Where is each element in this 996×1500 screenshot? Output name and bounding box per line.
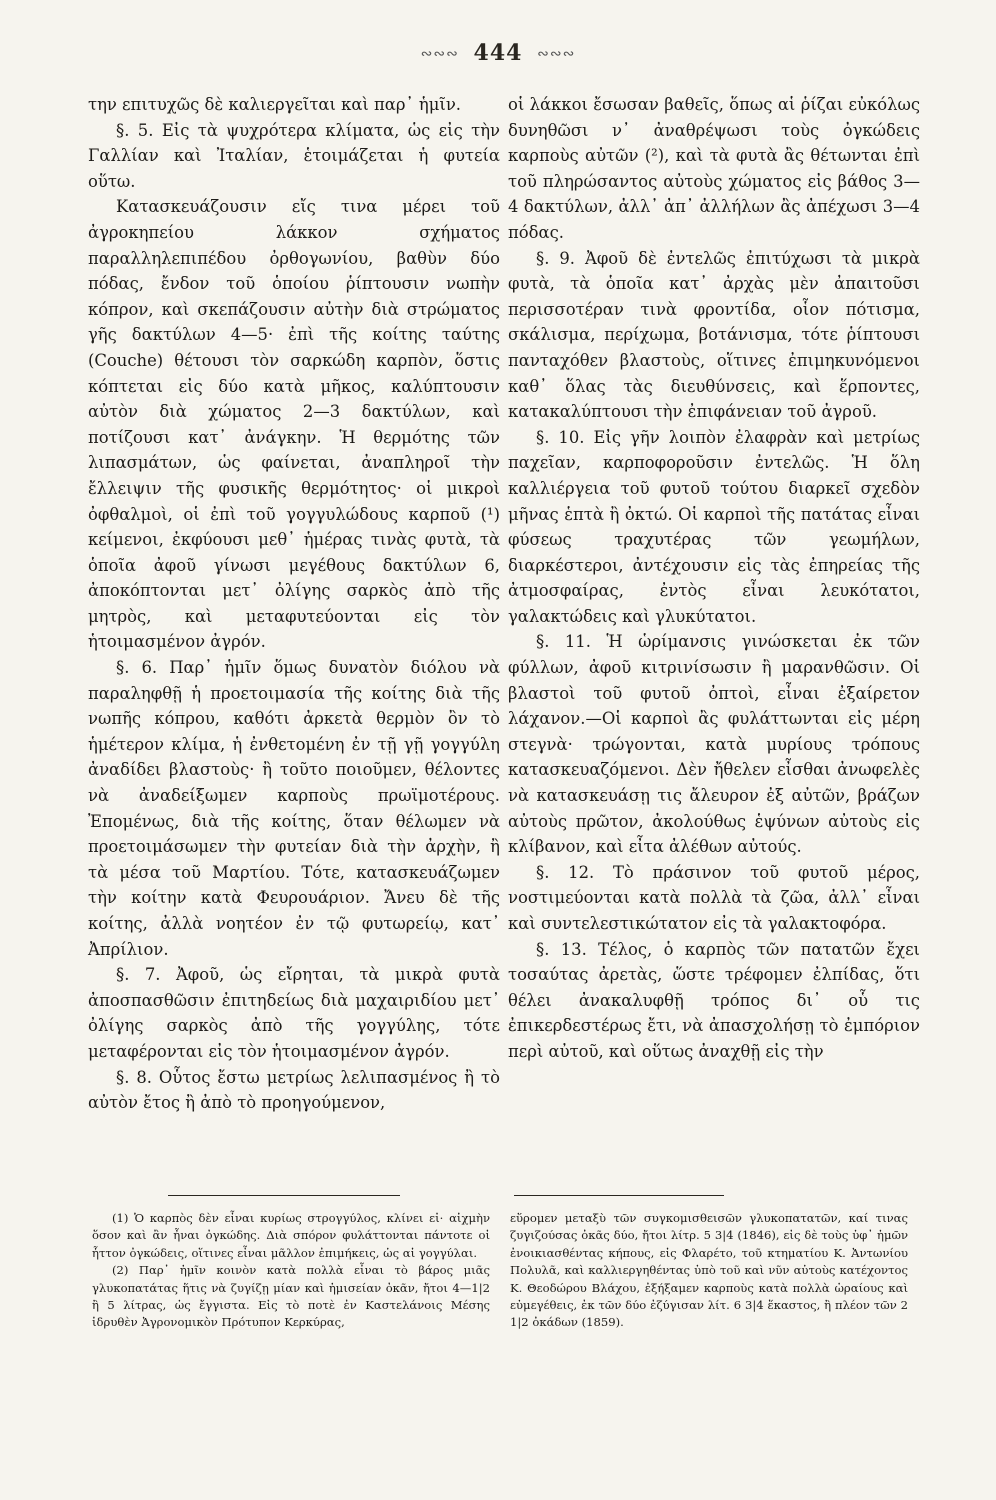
footnote-2-continued: εὕρομεν μεταξὺ τῶν συγκομισθεισῶν γλυκοπατατῶν, καί τινας ζυγιζούσας ὀκᾶς δύο, ἤτοι λίτρ. 5 3|4 (1846), εἰς δὲ τοὺς ὑφ᾽ ἡμῶν ἐνοικιασθέντας κήπους, εἰς Φλαρέτο, τοῦ κτηματίου Κ. Ἀντωνίου Πολυλᾶ, καὶ καλλιεργηθέντας ὑπὸ τοῦ καὶ νῦν αὐτοὺς κατέχοντος Κ. Θεοδώρου Βλάχου, ἐξήξαμεν καρποὺς κατὰ πολλὰ ὡραίους καὶ εὐμεγέθεις, ἐκ τῶν δύο ἐζύγισαν λίτ. 6 3|4 ἕκαστος, ἢ πλέον τῶν 2 1|2 ὀκάδων (1859). — [510, 1211, 908, 1330]
page-number: 444 — [473, 40, 523, 66]
footnote-divider — [514, 1195, 724, 1196]
right-ornament-icon: ∾∾∾ — [537, 46, 576, 62]
paragraph-section-7: §. 7. Ἀφοῦ, ὡς εἴρηται, τὰ μικρὰ φυτὰ ἀποσπασθῶσιν ἐπιτηδείως διὰ μαχαιριδίου μετ᾽ ὀλίγης σαρκὸς ἀπὸ τῆς γογγύλης, τότε μεταφέρονται εἰς τὸν ἡτοιμασμένον ἀγρόν. — [88, 965, 500, 1061]
footnotes-right — [510, 1210, 908, 1332]
right-column — [508, 92, 920, 1065]
paragraph-section-11: §. 11. Ἡ ὡρίμανσις γινώσκεται ἐκ τῶν φύλλων, ἀφοῦ κιτρινίσωσιν ἢ μαρανθῶσιν. Οἱ βλαστοὶ τοῦ φυτοῦ ὀπτοὶ, εἶναι ἐξαίρετον λάχανον.—Οἱ καρποὶ ἂς φυλάττωνται εἰς μέρη στεγνὰ· τρώγονται, κατὰ μυρίους τρόπους κατασκευαζόμενοι. Δὲν ἤθελεν εἶσθαι ἀνωφελὲς νὰ κατασκευάσῃ τις ἄλευρον ἐξ αὐτῶν, βράζων αὐτοὺς πρῶτον, ἀκολούθως ἑψύνων αὐτοὺς εἰς κλίβανον, καὶ εἶτα ἀλέθων αὐτούς. — [508, 632, 920, 857]
left-column — [88, 92, 500, 1116]
paragraph-section-8: §. 8. Οὗτος ἔστω μετρίως λελιπασμένος ἢ τὸ αὐτὸν ἔτος ἢ ἀπὸ τὸ προηγούμενον, — [88, 1067, 500, 1113]
paragraph: Κατασκευάζουσιν εἴς τινα μέρει τοῦ ἀγροκηπείου λάκκον σχήματος παραλληλεπιπέδου ὀρθογωνίου, βαθὺν δύο πόδας, ἔνδον τοῦ ὁποίου ῥίπτουσιν νωπὴν κόπρον, καὶ σκεπάζουσιν αὐτὴν διὰ στρώματος γῆς δακτύλων 4—5· ἐπὶ τῆς κοίτης ταύτης (Couche) θέτουσι τὸν σαρκώδη καρπὸν, ὅστις κόπτεται εἰς δύο κατὰ μῆκος, καλύπτουσιν αὐτὸν διὰ χώματος 2—3 δακτύλων, καὶ ποτίζουσι κατ᾽ ἀνάγκην. Ἡ θερμότης τῶν λιπασμάτων, ὡς φαίνεται, ἀναπληροῖ τὴν ἔλλειψιν τῆς φυσικῆς θερμότητος· οἱ μικροὶ ὀφθαλμοὶ, οἱ ἐπὶ τοῦ γογγυλώδους καρποῦ (¹) κείμενοι, ἐκφύουσι μεθ᾽ ἡμέρας τινὰς φυτὰ, τὰ ὁποῖα ἀφοῦ γίνωσι μεγέθους δακτύλων 6, ἀποκόπτονται μετ᾽ ὀλίγης σαρκὸς ἀπὸ τῆς μητρὸς, καὶ μεταφυτεύονται εἰς τὸν ἡτοιμασμένον ἀγρόν. — [88, 197, 500, 652]
footnotes-left — [92, 1210, 490, 1332]
paragraph-section-10: §. 10. Εἰς γῆν λοιπὸν ἐλαφρὰν καὶ μετρίως παχεῖαν, καρποφοροῦσιν ἐντελῶς. Ἡ ὅλη καλλιέργεια τοῦ φυτοῦ τούτου διαρκεῖ σχεδὸν μῆνας ἑπτὰ ἢ ὀκτώ. Οἱ καρποὶ τῆς πατάτας εἶναι φύσεως τραχυτέρας τῶν γεωμήλων, διαρκέστεροι, ἀντέχουσιν εἰς τὰς ἐπηρείας τῆς ἀτμοσφαίρας, ἐντὸς εἶναι λευκότατοι, γαλακτώδεις καὶ γλυκύτατοι. — [508, 427, 920, 626]
paragraph-section-12: §. 12. Τὸ πράσινον τοῦ φυτοῦ μέρος, νοστιμεύονται κατὰ πολλὰ τὰ ζῶα, ἀλλ᾽ εἶναι καὶ συντελεστικώτατον εἰς τὰ γαλακτοφόρα. — [508, 862, 920, 933]
page-header — [0, 40, 996, 66]
left-ornament-icon: ∾∾∾ — [420, 46, 459, 62]
footnote-divider — [168, 1195, 400, 1196]
paragraph-section-13: §. 13. Τέλος, ὁ καρπὸς τῶν πατατῶν ἔχει τοσαύτας ἀρετὰς, ὥστε τρέφομεν ἐλπίδας, ὅτι θέλει ἀνακαλυφθῇ τρόπος δι᾽ οὗ τις ἐπικερδεστέρως ἔτι, νὰ ἀπασχολήσῃ τὸ ἐμπόριον περὶ αὐτοῦ, καὶ οὕτως ἀναχθῇ εἰς τὴν — [508, 939, 920, 1061]
paragraph: οἱ λάκκοι ἔσωσαν βαθεῖς, ὅπως αἱ ῥίζαι εὐκόλως δυνηθῶσι ν᾽ ἀναθρέψωσι τοὺς ὀγκώδεις καρποὺς αὐτῶν (²), καὶ τὰ φυτὰ ἂς θέτωνται ἐπὶ τοῦ πληρώσαντος αὐτοὺς χώματος εἰς βάθος 3—4 δακτύλων, ἀλλ᾽ ἀπ᾽ ἀλλήλων ἂς ἀπέχωσι 3—4 πόδας. — [508, 95, 920, 242]
paragraph-section-5: §. 5. Εἰς τὰ ψυχρότερα κλίματα, ὡς εἰς τὴν Γαλλίαν καὶ Ἰταλίαν, ἑτοιμάζεται ἡ φυτεία οὕτω. — [88, 120, 500, 191]
paragraph: την επιτυχῶς δὲ καλιεργεῖται καὶ παρ᾽ ἡμῖν. — [88, 95, 461, 114]
paragraph-section-6: §. 6. Παρ᾽ ἡμῖν ὅμως δυνατὸν διόλου νὰ παραληφθῇ ἡ προετοιμασία τῆς κοίτης διὰ τῆς νωπῆς κόπρου, καθότι ἀρκετὰ θερμὸν ὂν τὸ ἡμέτερον κλίμα, ἡ ἐνθετομένη ἐν τῇ γῇ γογγύλη ἀναδίδει βλαστοὺς· ἢ τοῦτο ποιοῦμεν, θέλοντες νὰ ἀναδείξωμεν καρποὺς πρωϊμοτέρους. Ἐπομένως, διὰ τῆς κοίτης, ὅταν θέλωμεν νὰ προετοιμάσωμεν τὴν φυτείαν διὰ τὴν ἀρχὴν, ἢ τὰ μέσα τοῦ Μαρτίου. Τότε, κατασκευάζωμεν τὴν κοίτην κατὰ Φευρουάριον. Ἄνευ δὲ τῆς κοίτης, ἀλλὰ νοητέον ἐν τῷ φυτωρείῳ, κατ᾽ Ἀπρίλιον. — [88, 658, 500, 959]
footnote-2: (2) Παρ᾽ ἡμῖν κοινὸν κατὰ πολλὰ εἶναι τὸ βάρος μιᾶς γλυκοπατάτας ἥτις νὰ ζυγίζῃ μίαν καὶ ἡμισείαν ὀκᾶν, ἤτοι 4—1|2 ἢ 5 λίτρας, ὡς ἔγγιστα. Εἰς τὸ ποτὲ ἐν Καστελάνοις Μέσης ἱδρυθὲν Ἀγρονομικὸν Πρότυπον Κερκύρας, — [92, 1263, 490, 1330]
paragraph-section-9: §. 9. Ἀφοῦ δὲ ἐντελῶς ἐπιτύχωσι τὰ μικρὰ φυτὰ, τὰ ὁποῖα κατ᾽ ἀρχὰς μὲν ἀπαιτοῦσι περισσοτέραν τινὰ φροντίδα, οἷον πότισμα, σκάλισμα, περίχωμα, βοτάνισμα, τότε ῥίπτουσι πανταχόθεν βλαστοὺς, οἵτινες ἐπιμηκυνόμενοι καθ᾽ ὅλας τὰς διευθύνσεις, καὶ ἕρποντες, κατακαλύπτουσι τὴν ἐπιφάνειαν τοῦ ἀγροῦ. — [508, 248, 920, 422]
footnote-1: (1) Ὁ καρπὸς δὲν εἶναι κυρίως στρογγύλος, κλίνει εἰ· αἰχμὴν ὅσον καὶ ἂν ἦναι ὀγκώδης. Διὰ σπόρον φυλάττονται πάντοτε οἱ ἧττον ὀγκώδεις, οἵτινες εἶναι μᾶλλον ἐπιμήκεις, ὡς αἱ γογγύλαι. — [92, 1211, 490, 1260]
